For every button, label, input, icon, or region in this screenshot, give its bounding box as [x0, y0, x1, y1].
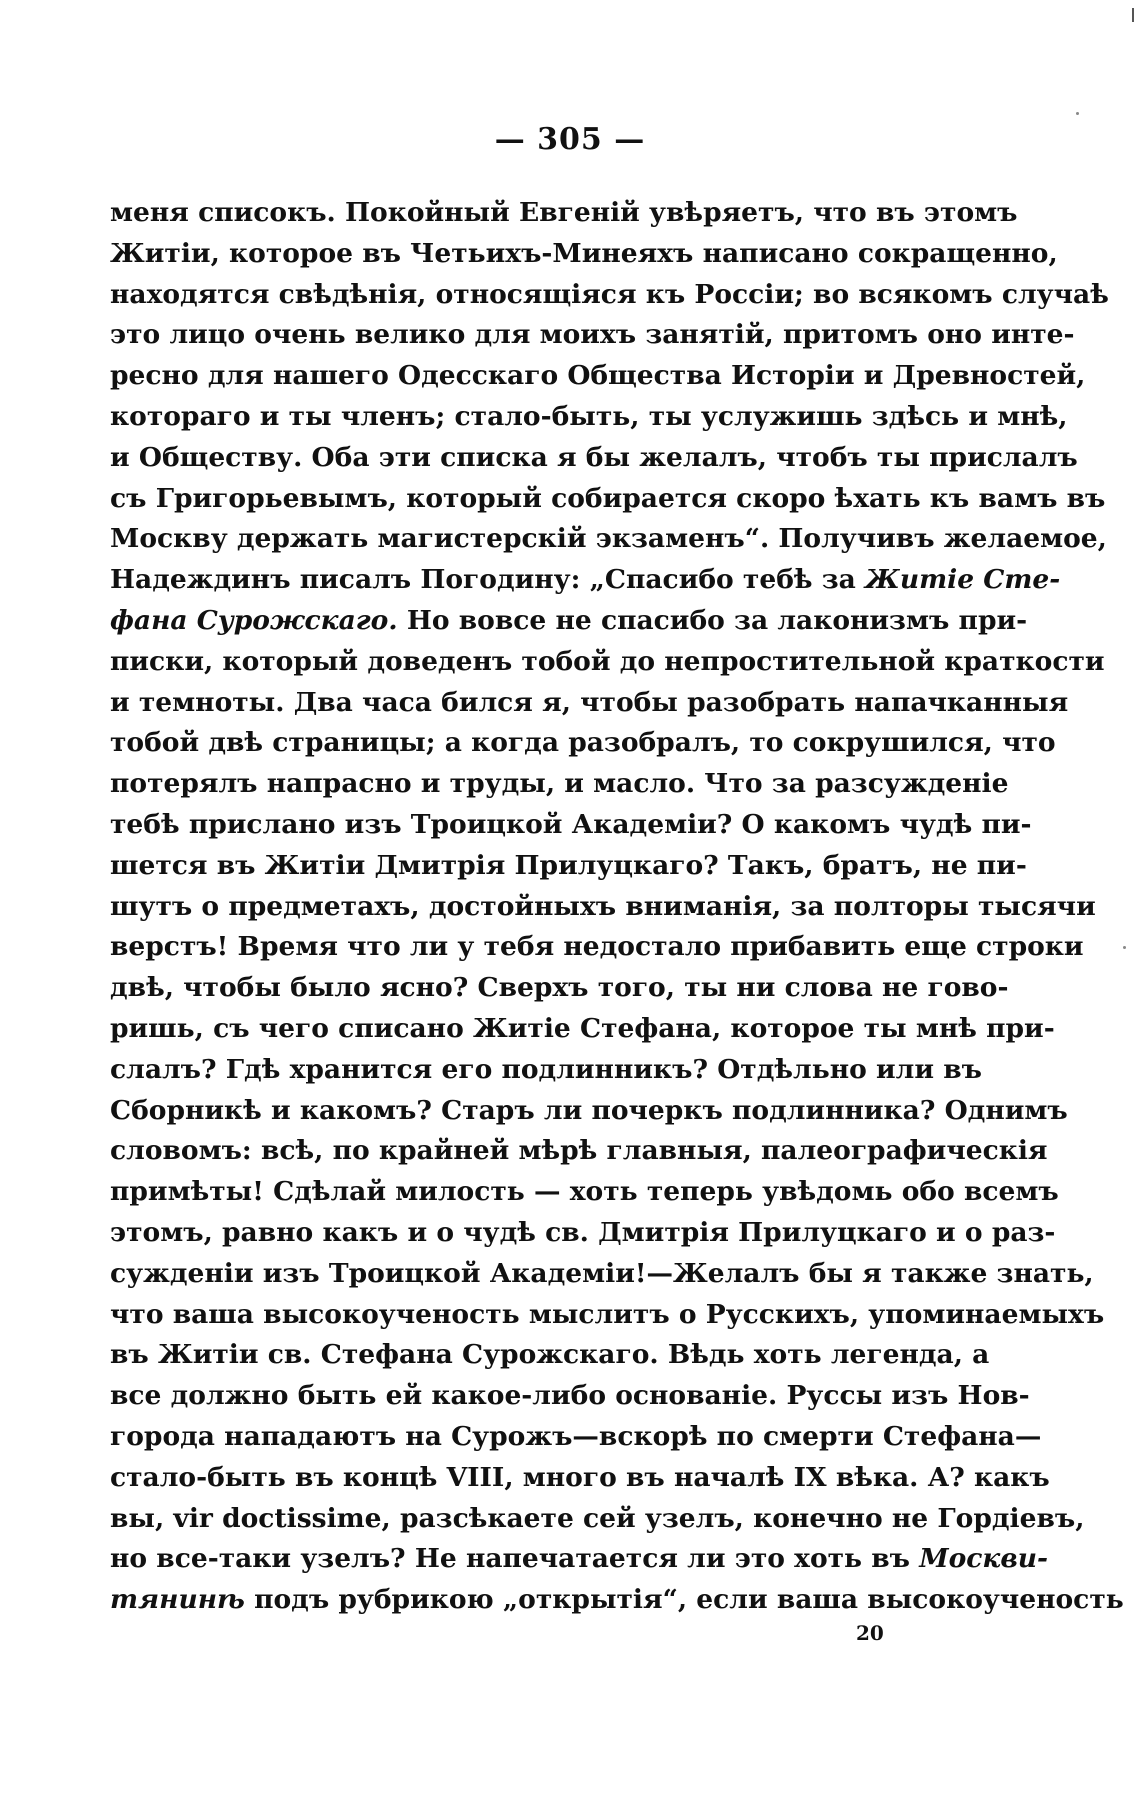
text-line: Надеждинъ писалъ Погодину: „Спасибо тебѣ за Житіе Сте- [110, 564, 1061, 596]
text-line: тобой двѣ страницы; а когда разобралъ, то сокрушился, что [110, 727, 1056, 759]
text-line: верстъ! Время что ли у тебя недостало прибавить еще строки [110, 931, 1084, 963]
text-line: вы, vir doctissime, разсѣкаете сей узелъ, конечно не Гордіевъ, [110, 1502, 1085, 1534]
text-line: но все-таки узелъ? Не напечатается ли это хоть въ Москви- [110, 1543, 1048, 1575]
text-line: все должно быть ей какое-либо основаніе. Руссы изъ Нов- [110, 1380, 1030, 1412]
text-line: ресно для нашего Одесскаго Общества Исторіи и Древностей, [110, 360, 1086, 392]
text-line: двѣ, чтобы было ясно? Сверхъ того, ты ни слова не гово- [110, 972, 1009, 1004]
text-line: города нападаютъ на Сурожъ—вскорѣ по смерти Стефана— [110, 1420, 1042, 1452]
text-line: и темноты. Два часа бился я, чтобы разобрать напачканныя [110, 686, 1069, 718]
text-line: находятся свѣдѣнія, относящіяся къ Россіи; во всякомъ случаѣ [110, 278, 1109, 310]
signature-mark: 20 [856, 1621, 884, 1645]
text-line: съ Григорьевымъ, который собирается скоро ѣхать къ вамъ въ [110, 482, 1106, 514]
text-line: въ Житіи св. Стефана Сурожскаго. Вѣдь хоть легенда, а [110, 1339, 990, 1371]
text-line: потерялъ напрасно и труды, и масло. Что за разсужденіе [110, 768, 1009, 800]
speck [1076, 112, 1079, 115]
speck [1123, 946, 1126, 949]
text-line: Житіи, которое въ Четьихъ-Минеяхъ написано сокращенно, [110, 237, 1058, 269]
text-line: сужденіи изъ Троицкой Академіи!—Желалъ бы я также знать, [110, 1257, 1094, 1289]
text-line: примѣты! Сдѣлай милость — хоть теперь увѣдомь обо всемъ [110, 1176, 1059, 1208]
text-line: слалъ? Гдѣ хранится его подлинникъ? Отдѣльно или въ [110, 1053, 982, 1085]
text-line: писки, который доведенъ тобой до непростительной краткости [110, 645, 1105, 677]
text-line: это лицо очень велико для моихъ занятій, притомъ оно инте- [110, 319, 1075, 351]
text-line: меня списокъ. Покойный Евгеній увѣряетъ, что въ этомъ [110, 197, 1018, 228]
text-line: тебѣ прислано изъ Троицкой Академіи? О какомъ чудѣ пи- [110, 808, 1032, 840]
body-text [110, 193, 1124, 1621]
text-line: Сборникѣ и какомъ? Старъ ли почеркъ подлинника? Однимъ [110, 1094, 1068, 1126]
text-line: тянинѣ подъ рубрикою „открытія“, если ваша высокоученость [110, 1584, 1124, 1616]
text-line: этомъ, равно какъ и о чудѣ св. Дмитрія Прилуцкаго и о раз- [110, 1216, 1056, 1248]
text-line: что ваша высокоученость мыслитъ о Русскихъ, упоминаемыхъ [110, 1298, 1105, 1330]
text-line: и Обществу. Оба эти списка я бы желалъ, чтобъ ты прислалъ [110, 441, 1078, 473]
page-number: — 305 — [494, 122, 646, 157]
text-line: стало-быть въ концѣ VIII, много въ началѣ IX вѣка. А? какъ [110, 1461, 1050, 1493]
text-line: Москву держать магистерскій экзаменъ“. Получивъ желаемое, [110, 523, 1107, 555]
text-line: шется въ Житіи Дмитрія Прилуцкаго? Такъ, братъ, не пи- [110, 849, 1027, 881]
text-line: фана Сурожскаго. Но вовсе не спасибо за лаконизмъ при- [110, 604, 1028, 636]
text-line: котораго и ты членъ; стало-быть, ты услужишь здѣсь и мнѣ, [110, 400, 1068, 432]
page-edge-mark [1132, 8, 1134, 22]
text-line: ришь, съ чего списано Житіе Стефана, которое ты мнѣ при- [110, 1012, 1055, 1044]
text-line: шутъ о предметахъ, достойныхъ вниманія, за полторы тысячи [110, 890, 1096, 922]
text-line: словомъ: всѣ, по крайней мѣрѣ главныя, палеографическія [110, 1135, 1048, 1167]
